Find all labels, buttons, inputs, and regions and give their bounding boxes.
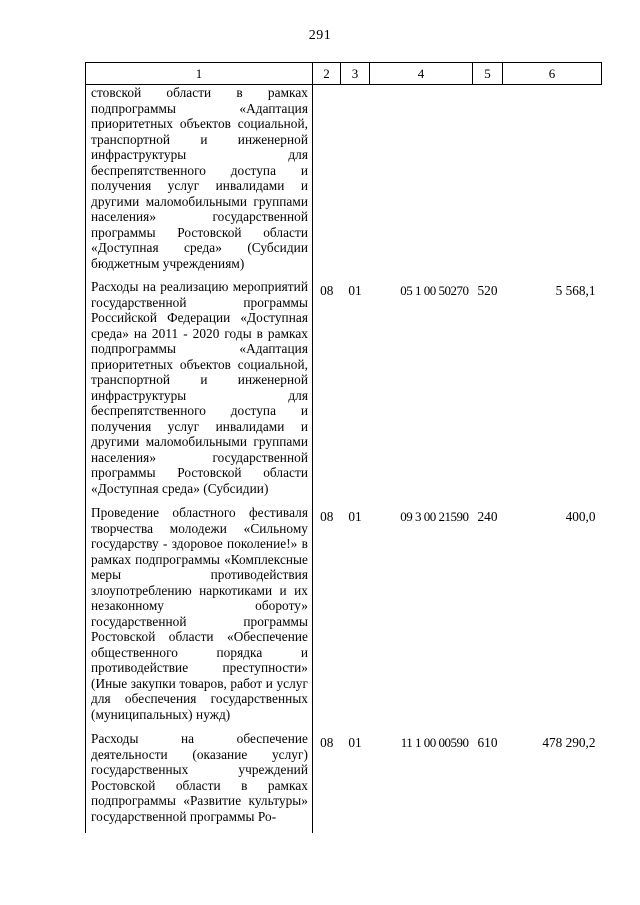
row-section: 08 [320,509,334,524]
row-subsection [341,85,370,280]
row-description: стовской области в рамках подпрограммы «Адаптация приоритетных объектов социальной, транспортной и инженерной инфраструктуры для беспрепятственного доступа и получения услуг инвалидами и другими маломобильными группами населения» государственной программы Ростовской области «Доступная среда» (Субсидии бюджетным учреждениям) [86,85,313,280]
row-section [313,85,341,280]
page-number: 291 [308,28,332,43]
row-target-code: 05 1 00 50270 [400,283,469,298]
column-header: 4 [370,63,473,85]
row-amount [503,85,602,280]
row-target-code: 09 3 00 21590 [400,509,469,524]
row-expense-type: 520 [477,283,498,298]
row-target-code: 11 1 00 00590 [400,735,469,750]
row-subsection: 01 [348,283,362,298]
table-header-row [86,63,602,85]
row-subsection: 01 [348,735,362,750]
column-header: 6 [503,63,602,85]
column-header: 2 [313,63,341,85]
row-expense-type: 240 [477,509,498,524]
column-header: 5 [473,63,503,85]
column-header: 3 [341,63,370,85]
table-row [86,279,602,505]
row-expense-type: 610 [477,735,498,750]
row-description: Расходы на реализацию мероприятий государственной программы Российской Федерации «Доступная среда» на 2011 - 2020 годы в рамках подпрограммы «Адаптация приоритетных объектов социальной, транспортной и инженерной инфраструктуры для беспрепятственного доступа и получения услуг инвалидами и другими маломобильными группами населения» государственной программы Ростовской области «Доступная среда» (Субсидии) [86,279,313,505]
row-target-code [370,85,473,280]
column-header: 1 [86,63,313,85]
budget-table [85,62,602,833]
table-row [86,85,602,280]
row-expense-type [473,85,503,280]
row-subsection: 01 [348,509,362,524]
row-description: Проведение областного фестиваля творчества молодежи «Сильному государству - здоровое поколение!» в рамках подпрограммы «Комплексные меры противодействия злоупотреблению наркотиками и их незаконному обороту» государственной программы Ростовской области «Обеспечение общественного порядка и противодействие преступности» (Иные закупки товаров, работ и услуг для обеспечения государственных (муниципальных) нужд) [86,505,313,731]
row-amount: 400,0 [565,509,596,524]
table-row [86,505,602,731]
row-description: Расходы на обеспечение деятельности (оказание услуг) государственных учреждений Ростовской области в рамках подпрограммы «Развитие культуры» государственной программы Ро- [86,731,313,833]
row-section: 08 [320,735,334,750]
row-section: 08 [320,283,334,298]
row-amount: 478 290,2 [542,735,596,750]
table-row [86,731,602,833]
row-amount: 5 568,1 [555,283,596,298]
